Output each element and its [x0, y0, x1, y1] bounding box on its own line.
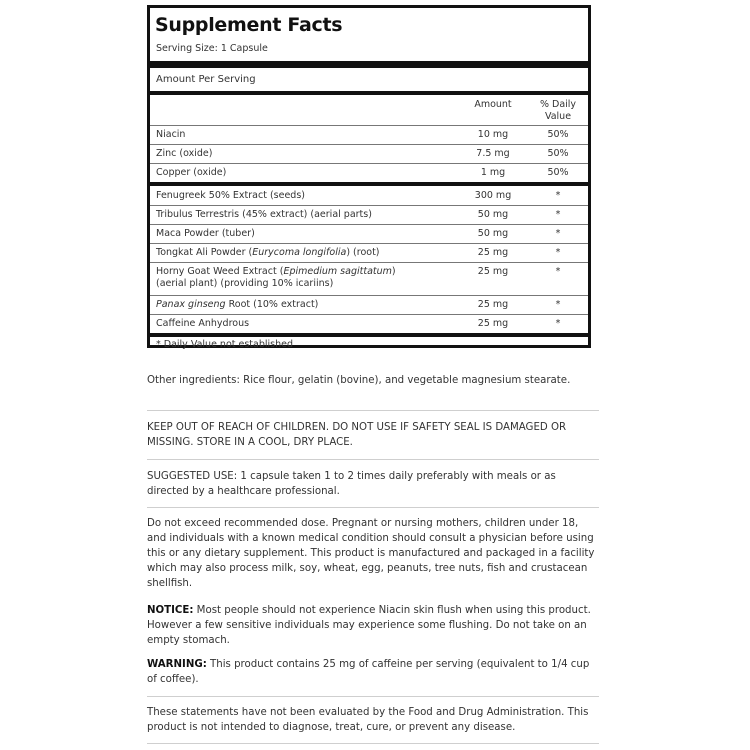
facts-row [150, 314, 588, 333]
warning-paragraph [147, 657, 599, 687]
ingredient-amount: 300 mg [474, 190, 512, 201]
ingredient-daily-value: * [555, 266, 561, 277]
ingredient-amount: 25 mg [477, 299, 509, 310]
ingredient-amount: 25 mg [477, 318, 509, 329]
ingredient-name-part: ) [391, 266, 396, 277]
medium-divider [150, 333, 588, 337]
facts-row [150, 144, 588, 163]
nutrient-name: Copper (oxide) [156, 167, 227, 178]
ingredient-name [156, 247, 380, 259]
ingredient-amount: 50 mg [477, 209, 509, 220]
ingredient-daily-value: * [555, 190, 561, 201]
caution-text: Do not exceed recommended dose. Pregnant or nursing mothers, children under 18, and individuals with a known medical condition should consult a physician before using this or any dietary supplement. This product is manufactured and packaged in a facility which may also process milk, soy, wheat, egg, peanuts, tree nuts, fish and crustacean shellfish. [147, 518, 595, 589]
ingredient-latin-name: Panax ginseng [156, 299, 226, 310]
notice-paragraph [147, 603, 599, 648]
ingredient-daily-value: * [555, 299, 561, 310]
section-divider [147, 459, 599, 460]
nutrient-daily-value: 50% [547, 167, 569, 178]
other-ingredients-text: Other ingredients: Rice flour, gelatin (bovine), and vegetable magnesium stearate. [147, 375, 571, 386]
nutrient-amount: 10 mg [477, 129, 509, 140]
fda-disclaimer-text: These statements have not been evaluated by the Food and Drug Administration. This product is not intended to diagnose, treat, cure, or prevent any disease. [147, 707, 589, 733]
amount-per-serving-label: Amount Per Serving [156, 74, 256, 85]
nutrient-name: Niacin [156, 129, 186, 140]
facts-row [150, 125, 588, 144]
facts-row [150, 295, 588, 314]
ingredient-latin-name: Epimedium sagittatum [283, 266, 392, 277]
notice-text: Most people should not experience Niacin skin flush when using this product. However a few sensitive individuals may experience some flushing. Do not take on an empty stomach. [147, 605, 591, 646]
ingredient-name: Fenugreek 50% Extract (seeds) [156, 190, 305, 201]
ingredient-daily-value: * [555, 247, 561, 258]
column-header-daily-value [530, 99, 586, 123]
nutrient-amount: 1 mg [480, 167, 506, 178]
supplement-facts-panel [147, 5, 591, 348]
nutrient-name: Zinc (oxide) [156, 148, 213, 159]
ingredient-name-part: Root (10% extract) [225, 299, 319, 310]
thick-divider [150, 61, 588, 68]
ingredient-name-part: Tongkat Ali Powder ( [156, 247, 253, 258]
ingredient-daily-value: * [555, 228, 561, 239]
ingredient-daily-value: * [555, 318, 561, 329]
daily-value-footnote: * Daily Value not established [156, 339, 294, 350]
ingredient-name [156, 266, 396, 290]
facts-header [150, 8, 588, 63]
facts-row [150, 163, 588, 182]
warning-label: WARNING: [147, 659, 207, 670]
section-divider [147, 410, 599, 411]
ingredient-amount: 25 mg [477, 266, 509, 277]
ingredient-name: Maca Powder (tuber) [156, 228, 255, 239]
facts-row [150, 186, 588, 205]
facts-row [150, 224, 588, 243]
ingredient-name [156, 299, 318, 311]
keep-out-warning-text: KEEP OUT OF REACH OF CHILDREN. DO NOT USE IF SAFETY SEAL IS DAMAGED OR MISSING. STORE IN A COOL, DRY PLACE. [147, 422, 567, 448]
facts-row [150, 243, 588, 262]
ingredient-name: Tribulus Terrestris (45% extract) (aerial parts) [156, 209, 372, 220]
facts-row [150, 262, 588, 295]
ingredient-daily-value: * [555, 209, 561, 220]
column-header-dv-line2: Value [544, 111, 572, 122]
column-header-amount: Amount [474, 99, 512, 110]
ingredient-name: Caffeine Anhydrous [156, 318, 250, 329]
ingredient-name-part: ) (root) [346, 247, 380, 258]
notice-label: NOTICE: [147, 605, 194, 616]
ingredient-latin-name: Eurycoma longifolia [252, 247, 347, 258]
nutrient-daily-value: 50% [547, 129, 569, 140]
ingredient-name-part: (aerial plant) (providing 10% icariins) [156, 278, 334, 289]
medium-divider [150, 91, 588, 95]
ingredient-amount: 25 mg [477, 247, 509, 258]
suggested-use-text: SUGGESTED USE: 1 capsule taken 1 to 2 times daily preferably with meals or as directed by a healthcare professional. [147, 471, 556, 497]
facts-row [150, 205, 588, 224]
ingredient-name-part: Horny Goat Weed Extract ( [156, 266, 284, 277]
section-divider [147, 507, 599, 508]
nutrient-amount: 7.5 mg [476, 148, 510, 159]
nutrient-daily-value: 50% [547, 148, 569, 159]
section-divider [147, 743, 599, 744]
column-header-dv-line1: % Daily [539, 99, 577, 110]
facts-title: Supplement Facts [155, 14, 343, 36]
ingredient-amount: 50 mg [477, 228, 509, 239]
warning-text: This product contains 25 mg of caffeine per serving (equivalent to 1/4 cup of coffee). [147, 659, 590, 685]
serving-size: Serving Size: 1 Capsule [156, 43, 268, 54]
section-divider [147, 696, 599, 697]
